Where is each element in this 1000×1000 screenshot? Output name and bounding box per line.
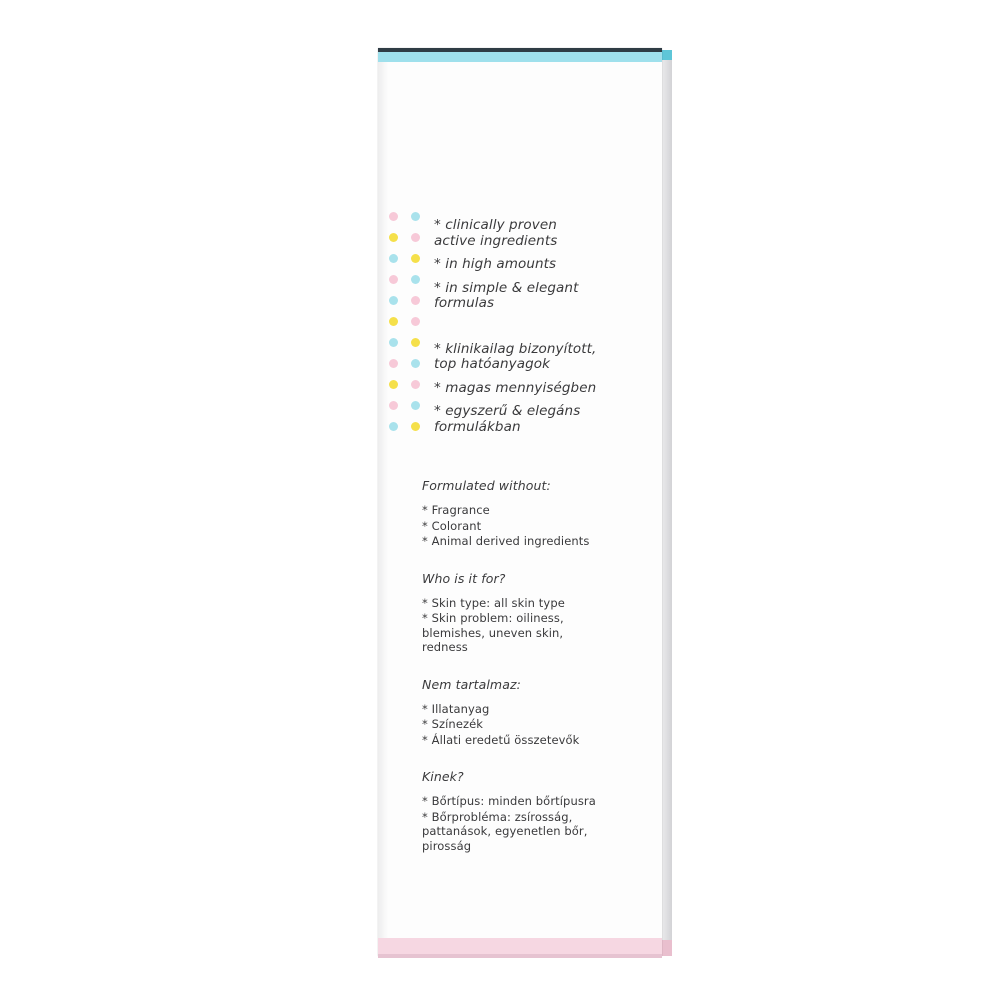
section-nem-tartalmaz (422, 677, 637, 748)
section-item: * Illatanyag (422, 701, 490, 716)
decorative-dot (389, 275, 398, 284)
section-heading: Nem tartalmaz: (422, 676, 521, 692)
decorative-dot (411, 338, 420, 347)
carton-front-left-shading (378, 48, 388, 956)
claim-hu-3: * egyszerű & elegáns formulákban (434, 403, 581, 435)
section-item: * Színezék (422, 717, 484, 731)
section-item: * Állati eredetű összetevők (422, 732, 580, 747)
details-block (422, 478, 637, 875)
carton-top-edge (378, 48, 662, 52)
section-item: * Fragrance (422, 503, 490, 517)
decorative-dot (389, 296, 398, 305)
claim-en-3: * in simple & elegant formulas (434, 279, 579, 311)
decorative-dot (389, 317, 398, 326)
section-kinek (422, 769, 637, 853)
section-item: * Skin problem: oiliness, blemishes, uneven skin, redness (422, 611, 564, 654)
decorative-dot (411, 233, 420, 242)
decorative-dot (411, 296, 420, 305)
decorative-dot (411, 317, 420, 326)
claims-block (434, 218, 634, 443)
section-item: * Colorant (422, 518, 482, 533)
section-item: * Bőrprobléma: zsírosság, pattanások, egyenetlen bőr, pirosság (422, 809, 588, 853)
carton-bottom-shadow (378, 954, 662, 958)
decorative-dot-grid (389, 212, 431, 442)
section-heading: Formulated without: (422, 478, 551, 493)
claim-hu-1: * klinikailag bizonyított, top hatóanyagok (434, 340, 597, 372)
decorative-dot (411, 359, 420, 368)
claim-en-2: * in high amounts (434, 256, 557, 272)
claim-hu-2: * magas mennyiségben (434, 379, 597, 396)
decorative-dot (389, 338, 398, 347)
decorative-dot (389, 380, 398, 389)
decorative-dot (389, 212, 398, 221)
decorative-dot (411, 422, 420, 431)
claim-en-1: * clinically proven active ingredients (434, 217, 558, 249)
section-heading: Kinek? (422, 769, 464, 784)
decorative-dot (389, 401, 398, 410)
section-heading: Who is it for? (422, 570, 506, 586)
section-who-is-it-for (422, 571, 637, 655)
decorative-dot (411, 275, 420, 284)
decorative-dot (411, 401, 420, 410)
decorative-dot (389, 254, 398, 263)
section-item: * Animal derived ingredients (422, 534, 590, 548)
claims-spacer (434, 320, 634, 342)
decorative-dot (411, 212, 420, 221)
decorative-dot (389, 422, 398, 431)
decorative-dot (389, 233, 398, 242)
section-item: * Bőrtípus: minden bőrtípusra (422, 794, 596, 808)
section-formulated-without (422, 478, 637, 549)
decorative-dot (411, 254, 420, 263)
decorative-dot (389, 359, 398, 368)
section-item: * Skin type: all skin type (422, 595, 565, 610)
decorative-dot (411, 380, 420, 389)
